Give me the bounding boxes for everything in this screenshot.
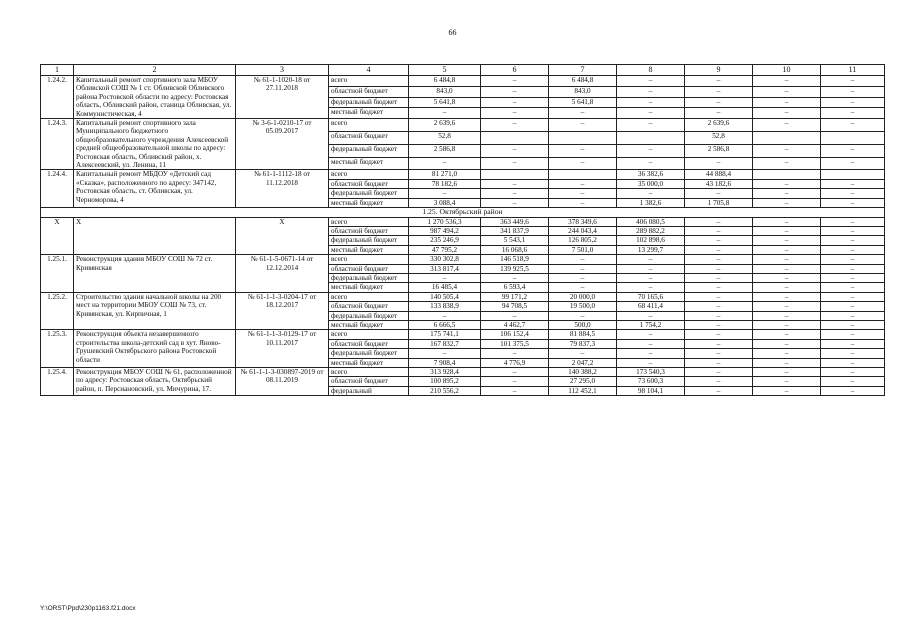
amount-cell: – [685,217,753,226]
column-number: 1 [41,65,74,76]
amount-cell: 1 382,6 [617,198,685,207]
amount-cell: – [753,349,821,358]
amount-cell: – [617,108,685,119]
amount-cell: – [549,311,617,320]
amount-cell: – [617,97,685,108]
amount-cell: 36 382,6 [617,170,685,179]
amount-cell: – [753,292,821,301]
item-number: 1.25.2. [41,292,74,330]
column-number: 7 [549,65,617,76]
amount-cell: – [685,236,753,245]
item-name: Капитальный ремонт спортивного зала Муниципального бюджетного общеобразовательного учреждения Алексеевской средней общеобразовательной школы по адресу: Ростовская область, Обливский район, х. Алексеевский, ул. Ленина, 11 [74,119,236,170]
amount-cell: – [821,273,885,282]
item-number: 1.25.4. [41,368,74,396]
funding-source: местный бюджет [329,320,409,329]
item-name: Реконструкция объекта незавершенного строительства школа-детский сад в хут. Яново-Грушевский Октябрьского района Ростовской области [74,330,236,368]
amount-cell: – [481,368,549,377]
amount-cell: – [821,330,885,339]
amount-cell: – [753,157,821,170]
amount-cell: – [821,358,885,367]
amount-cell: 70 165,6 [617,292,685,301]
amount-cell: 6 593,4 [481,283,549,292]
amount-cell: – [617,86,685,97]
amount-cell: 6 484,8 [409,76,481,87]
funding-source: всего [329,368,409,377]
amount-cell: 100 895,2 [409,377,481,386]
amount-cell: – [617,157,685,170]
amount-cell: – [617,283,685,292]
amount-cell: 313 928,4 [409,368,481,377]
amount-cell: – [481,349,549,358]
amount-cell: – [617,264,685,273]
amount-cell: – [753,226,821,235]
funding-source: федеральный бюджет [329,144,409,157]
amount-cell: 2 639,6 [409,119,481,132]
amount-cell: 47 795,2 [409,245,481,254]
amount-cell: 843,0 [409,86,481,97]
funding-source: местный бюджет [329,245,409,254]
amount-cell: – [753,86,821,97]
table-row [41,330,885,339]
item-name: Капитальный ремонт МБДОУ «Детский сад «Сказка», расположенного по адресу: 347142, Ростовская область, ст. Обливская, ул. Черноморова, 4 [74,170,236,208]
amount-cell [821,131,885,144]
funding-source: областной бюджет [329,179,409,188]
amount-cell [617,131,685,144]
funding-source: федеральный бюджет [329,189,409,198]
amount-cell: 2 047,2 [549,358,617,367]
amount-cell: – [617,358,685,367]
amount-cell: 20 000,0 [549,292,617,301]
amount-cell: – [821,76,885,87]
funding-source: областной бюджет [329,377,409,386]
amount-cell: – [821,311,885,320]
item-name: Строительство здания начальной школы на 200 мест на территории МБОУ СОШ № 73, ст. Кривянская, ул. Кирпичная, 1 [74,292,236,330]
amount-cell: 5 641,8 [409,97,481,108]
amount-cell: – [821,144,885,157]
amount-cell: – [821,264,885,273]
amount-cell: 500,0 [549,320,617,329]
amount-cell [549,131,617,144]
amount-cell [481,131,549,144]
funding-source: областной бюджет [329,339,409,348]
amount-cell: 406 080,5 [617,217,685,226]
amount-cell: – [549,273,617,282]
amount-cell: 94 708,5 [481,302,549,311]
item-number: 1.25.1. [41,255,74,293]
amount-cell: – [821,119,885,132]
funding-source: федеральный бюджет [329,236,409,245]
column-number: 5 [409,65,481,76]
amount-cell: 81 271,0 [409,170,481,179]
amount-cell: 106 152,4 [481,330,549,339]
amount-cell: – [821,349,885,358]
amount-cell: 44 888,4 [685,170,753,179]
amount-cell: – [821,189,885,198]
item-number: 1.25.3. [41,330,74,368]
section-heading: 1.25. Октябрьский район [41,208,885,217]
amount-cell: – [549,144,617,157]
funding-source: областной бюджет [329,131,409,144]
amount-cell: 35 000,0 [617,179,685,188]
amount-cell: 843,0 [549,86,617,97]
amount-cell: – [481,144,549,157]
column-number: 4 [329,65,409,76]
amount-cell: 81 884,5 [549,330,617,339]
amount-cell: – [409,108,481,119]
amount-cell: – [821,302,885,311]
amount-cell: – [685,368,753,377]
amount-cell: 27 295,0 [549,377,617,386]
amount-cell: – [617,255,685,264]
table-row [41,119,885,132]
table-row [41,292,885,301]
amount-cell: 16 485,4 [409,283,481,292]
amount-cell: – [753,377,821,386]
amount-cell: – [685,157,753,170]
funding-source: федеральный бюджет [329,97,409,108]
amount-cell: 987 494,2 [409,226,481,235]
amount-cell: – [685,302,753,311]
amount-cell: – [753,330,821,339]
funding-source: местный бюджет [329,198,409,207]
amount-cell: 52,8 [685,131,753,144]
column-number: 10 [753,65,821,76]
amount-cell: 5 641,8 [549,97,617,108]
amount-cell: – [617,189,685,198]
amount-cell: – [617,311,685,320]
amount-cell: – [685,377,753,386]
amount-cell: – [753,198,821,207]
amount-cell: – [481,76,549,87]
amount-cell: – [481,377,549,386]
amount-cell: 3 088,4 [409,198,481,207]
amount-cell: – [753,339,821,348]
table-row [41,76,885,87]
amount-cell: 43 182,6 [685,179,753,188]
amount-cell: 101 375,5 [481,339,549,348]
amount-cell: 175 741,1 [409,330,481,339]
amount-cell: – [409,157,481,170]
amount-cell: – [409,273,481,282]
budget-table [40,64,885,396]
amount-cell: – [549,255,617,264]
funding-source: всего [329,119,409,132]
column-number-row [41,65,885,76]
item-number: 1.24.2. [41,76,74,119]
funding-source: областной бюджет [329,86,409,97]
funding-source: всего [329,76,409,87]
amount-cell: – [753,283,821,292]
amount-cell: – [481,189,549,198]
amount-cell: – [753,97,821,108]
amount-cell: 1 705,8 [685,198,753,207]
amount-cell: – [617,76,685,87]
item-name: Реконструкция МБОУ СОШ № 61, расположенной по адресу: Ростовская область, Октябрьский район, п. Персиановский, ул. Мичурина, 17. [74,368,236,396]
amount-cell: – [821,108,885,119]
amount-cell: 378 349,6 [549,217,617,226]
amount-cell: 79 837,3 [549,339,617,348]
funding-source: всего [329,292,409,301]
amount-cell: 1 270 536,3 [409,217,481,226]
amount-cell: 4 776,9 [481,358,549,367]
item-number: 1.24.4. [41,170,74,208]
approval-doc: № 61-1-1-3-030897-2019 от 08.11.2019 [236,368,329,396]
amount-cell: – [617,119,685,132]
amount-cell: 5 543,1 [481,236,549,245]
amount-cell: – [821,320,885,329]
amount-cell: 2 586,8 [685,144,753,157]
funding-source: местный бюджет [329,358,409,367]
amount-cell: – [685,97,753,108]
item-name: Реконструкция здания МБОУ СОШ № 72 ст. Кривянская [74,255,236,293]
amount-cell: – [409,189,481,198]
amount-cell: – [685,292,753,301]
amount-cell: – [549,349,617,358]
approval-doc: № 61-1-1112-18 от 11.12.2018 [236,170,329,208]
amount-cell: 52,8 [409,131,481,144]
amount-cell: 7 501,0 [549,245,617,254]
amount-cell: 126 805,2 [549,236,617,245]
amount-cell: – [481,86,549,97]
amount-cell: – [685,189,753,198]
amount-cell: 289 882,2 [617,226,685,235]
amount-cell: 313 817,4 [409,264,481,273]
amount-cell: – [753,76,821,87]
amount-cell: – [685,245,753,254]
amount-cell: – [549,119,617,132]
column-number: 3 [236,65,329,76]
column-number: 2 [74,65,236,76]
funding-source: местный бюджет [329,157,409,170]
amount-cell: – [549,189,617,198]
amount-cell: – [753,368,821,377]
amount-cell: – [617,144,685,157]
amount-cell: – [617,330,685,339]
amount-cell: – [685,264,753,273]
amount-cell: 2 639,6 [685,119,753,132]
item-number: Х [41,217,74,255]
amount-cell: 4 462,7 [481,320,549,329]
amount-cell: – [685,283,753,292]
funding-source: всего [329,255,409,264]
amount-cell: – [481,119,549,132]
amount-cell: – [821,283,885,292]
amount-cell: 112 452,1 [549,386,617,395]
amount-cell: 363 449,6 [481,217,549,226]
section-row [41,208,885,217]
amount-cell: 16 068,6 [481,245,549,254]
approval-doc: № 61-1-1-3-0129-17 от 10.11.2017 [236,330,329,368]
amount-cell: – [685,358,753,367]
amount-cell: – [821,226,885,235]
amount-cell: – [549,198,617,207]
item-number: 1.24.3. [41,119,74,170]
amount-cell: – [753,179,821,188]
amount-cell: 73 600,3 [617,377,685,386]
funding-source: федеральный бюджет [329,311,409,320]
amount-cell: – [685,76,753,87]
funding-source: всего [329,170,409,179]
approval-doc: Х [236,217,329,255]
amount-cell: – [753,386,821,395]
amount-cell: – [481,179,549,188]
amount-cell: – [685,339,753,348]
amount-cell: – [753,144,821,157]
column-number: 9 [685,65,753,76]
amount-cell: – [821,339,885,348]
amount-cell: – [685,86,753,97]
amount-cell: 140 388,2 [549,368,617,377]
amount-cell: 13 299,7 [617,245,685,254]
amount-cell: – [821,179,885,188]
amount-cell: – [685,320,753,329]
amount-cell: – [685,386,753,395]
amount-cell: 6 484,8 [549,76,617,87]
amount-cell: 235 246,9 [409,236,481,245]
amount-cell: – [753,311,821,320]
amount-cell: – [753,217,821,226]
amount-cell: – [753,245,821,254]
amount-cell: – [481,157,549,170]
amount-cell: 1 754,2 [617,320,685,329]
amount-cell: – [549,179,617,188]
amount-cell: 330 302,8 [409,255,481,264]
amount-cell: – [409,311,481,320]
amount-cell: – [549,108,617,119]
amount-cell: – [753,273,821,282]
amount-cell: – [685,349,753,358]
column-number: 11 [821,65,885,76]
amount-cell: – [821,292,885,301]
item-name: Х [74,217,236,255]
amount-cell: – [821,198,885,207]
amount-cell: – [753,302,821,311]
amount-cell: – [685,108,753,119]
amount-cell: – [409,349,481,358]
funding-source: местный бюджет [329,108,409,119]
amount-cell: 78 182,6 [409,179,481,188]
amount-cell: – [821,245,885,254]
amount-cell: 99 171,2 [481,292,549,301]
amount-cell: – [685,330,753,339]
amount-cell: 7 908,4 [409,358,481,367]
amount-cell: – [821,217,885,226]
amount-cell: 173 540,3 [617,368,685,377]
amount-cell [753,170,821,179]
amount-cell: – [549,264,617,273]
amount-cell: – [753,264,821,273]
amount-cell: – [753,358,821,367]
table-row [41,217,885,226]
amount-cell: 2 586,8 [409,144,481,157]
column-number: 6 [481,65,549,76]
amount-cell [821,170,885,179]
funding-source: всего [329,330,409,339]
amount-cell: – [821,386,885,395]
amount-cell: – [481,273,549,282]
amount-cell: 210 556,2 [409,386,481,395]
amount-cell: – [821,157,885,170]
approval-doc: № 61-1-5-0671-14 от 12.12.2014 [236,255,329,293]
amount-cell [481,170,549,179]
amount-cell: – [821,236,885,245]
table-row [41,170,885,179]
amount-cell: – [685,226,753,235]
amount-cell [549,170,617,179]
amount-cell: – [549,157,617,170]
amount-cell: 68 411,4 [617,302,685,311]
amount-cell: – [481,386,549,395]
amount-cell: – [481,311,549,320]
file-path-footer: Y:\ORST\Ppd\230p1163.f21.docx [40,605,136,612]
amount-cell: – [821,377,885,386]
funding-source: областной бюджет [329,226,409,235]
approval-doc: № 3-6-1-0210-17 от 05.09.2017 [236,119,329,170]
amount-cell: – [549,283,617,292]
amount-cell: – [685,255,753,264]
approval-doc: № 61-1-1020-18 от 27.11.2018 [236,76,329,119]
table-row [41,368,885,377]
funding-source: всего [329,217,409,226]
amount-cell: 139 925,5 [481,264,549,273]
column-number: 8 [617,65,685,76]
amount-cell: – [617,339,685,348]
amount-cell: 6 666,5 [409,320,481,329]
amount-cell: – [685,311,753,320]
amount-cell: – [481,97,549,108]
amount-cell: 98 104,1 [617,386,685,395]
amount-cell: – [685,273,753,282]
amount-cell: – [481,198,549,207]
amount-cell: – [821,255,885,264]
amount-cell: 146 518,9 [481,255,549,264]
funding-source: федеральный [329,386,409,395]
amount-cell: – [753,189,821,198]
amount-cell: 19 500,0 [549,302,617,311]
amount-cell: – [617,273,685,282]
funding-source: федеральный бюджет [329,349,409,358]
amount-cell: 102 898,6 [617,236,685,245]
funding-source: областной бюджет [329,264,409,273]
amount-cell: – [753,236,821,245]
amount-cell: 133 838,9 [409,302,481,311]
amount-cell: – [753,119,821,132]
item-name: Капитальный ремонт спортивного зала МБОУ Обливской СОШ № 1 ст. Обливской Обливского района Ростовской области по адресу: Ростовская область, Обливский район, станица Обливская, ул. Коммунистическая, 4 [74,76,236,119]
amount-cell: – [481,108,549,119]
amount-cell [753,131,821,144]
amount-cell: 244 043,4 [549,226,617,235]
amount-cell: – [753,108,821,119]
amount-cell: 140 505,4 [409,292,481,301]
funding-source: федеральный бюджет [329,273,409,282]
amount-cell: 167 832,7 [409,339,481,348]
funding-source: местный бюджет [329,283,409,292]
table-row [41,255,885,264]
funding-source: областной бюджет [329,302,409,311]
amount-cell: – [821,368,885,377]
amount-cell: – [753,255,821,264]
amount-cell: – [821,86,885,97]
page-number: 66 [448,28,457,37]
approval-doc: № 61-1-1-3-0204-17 от 18.12.2017 [236,292,329,330]
amount-cell: – [753,320,821,329]
amount-cell: 341 837,9 [481,226,549,235]
amount-cell: – [617,349,685,358]
amount-cell: – [821,97,885,108]
